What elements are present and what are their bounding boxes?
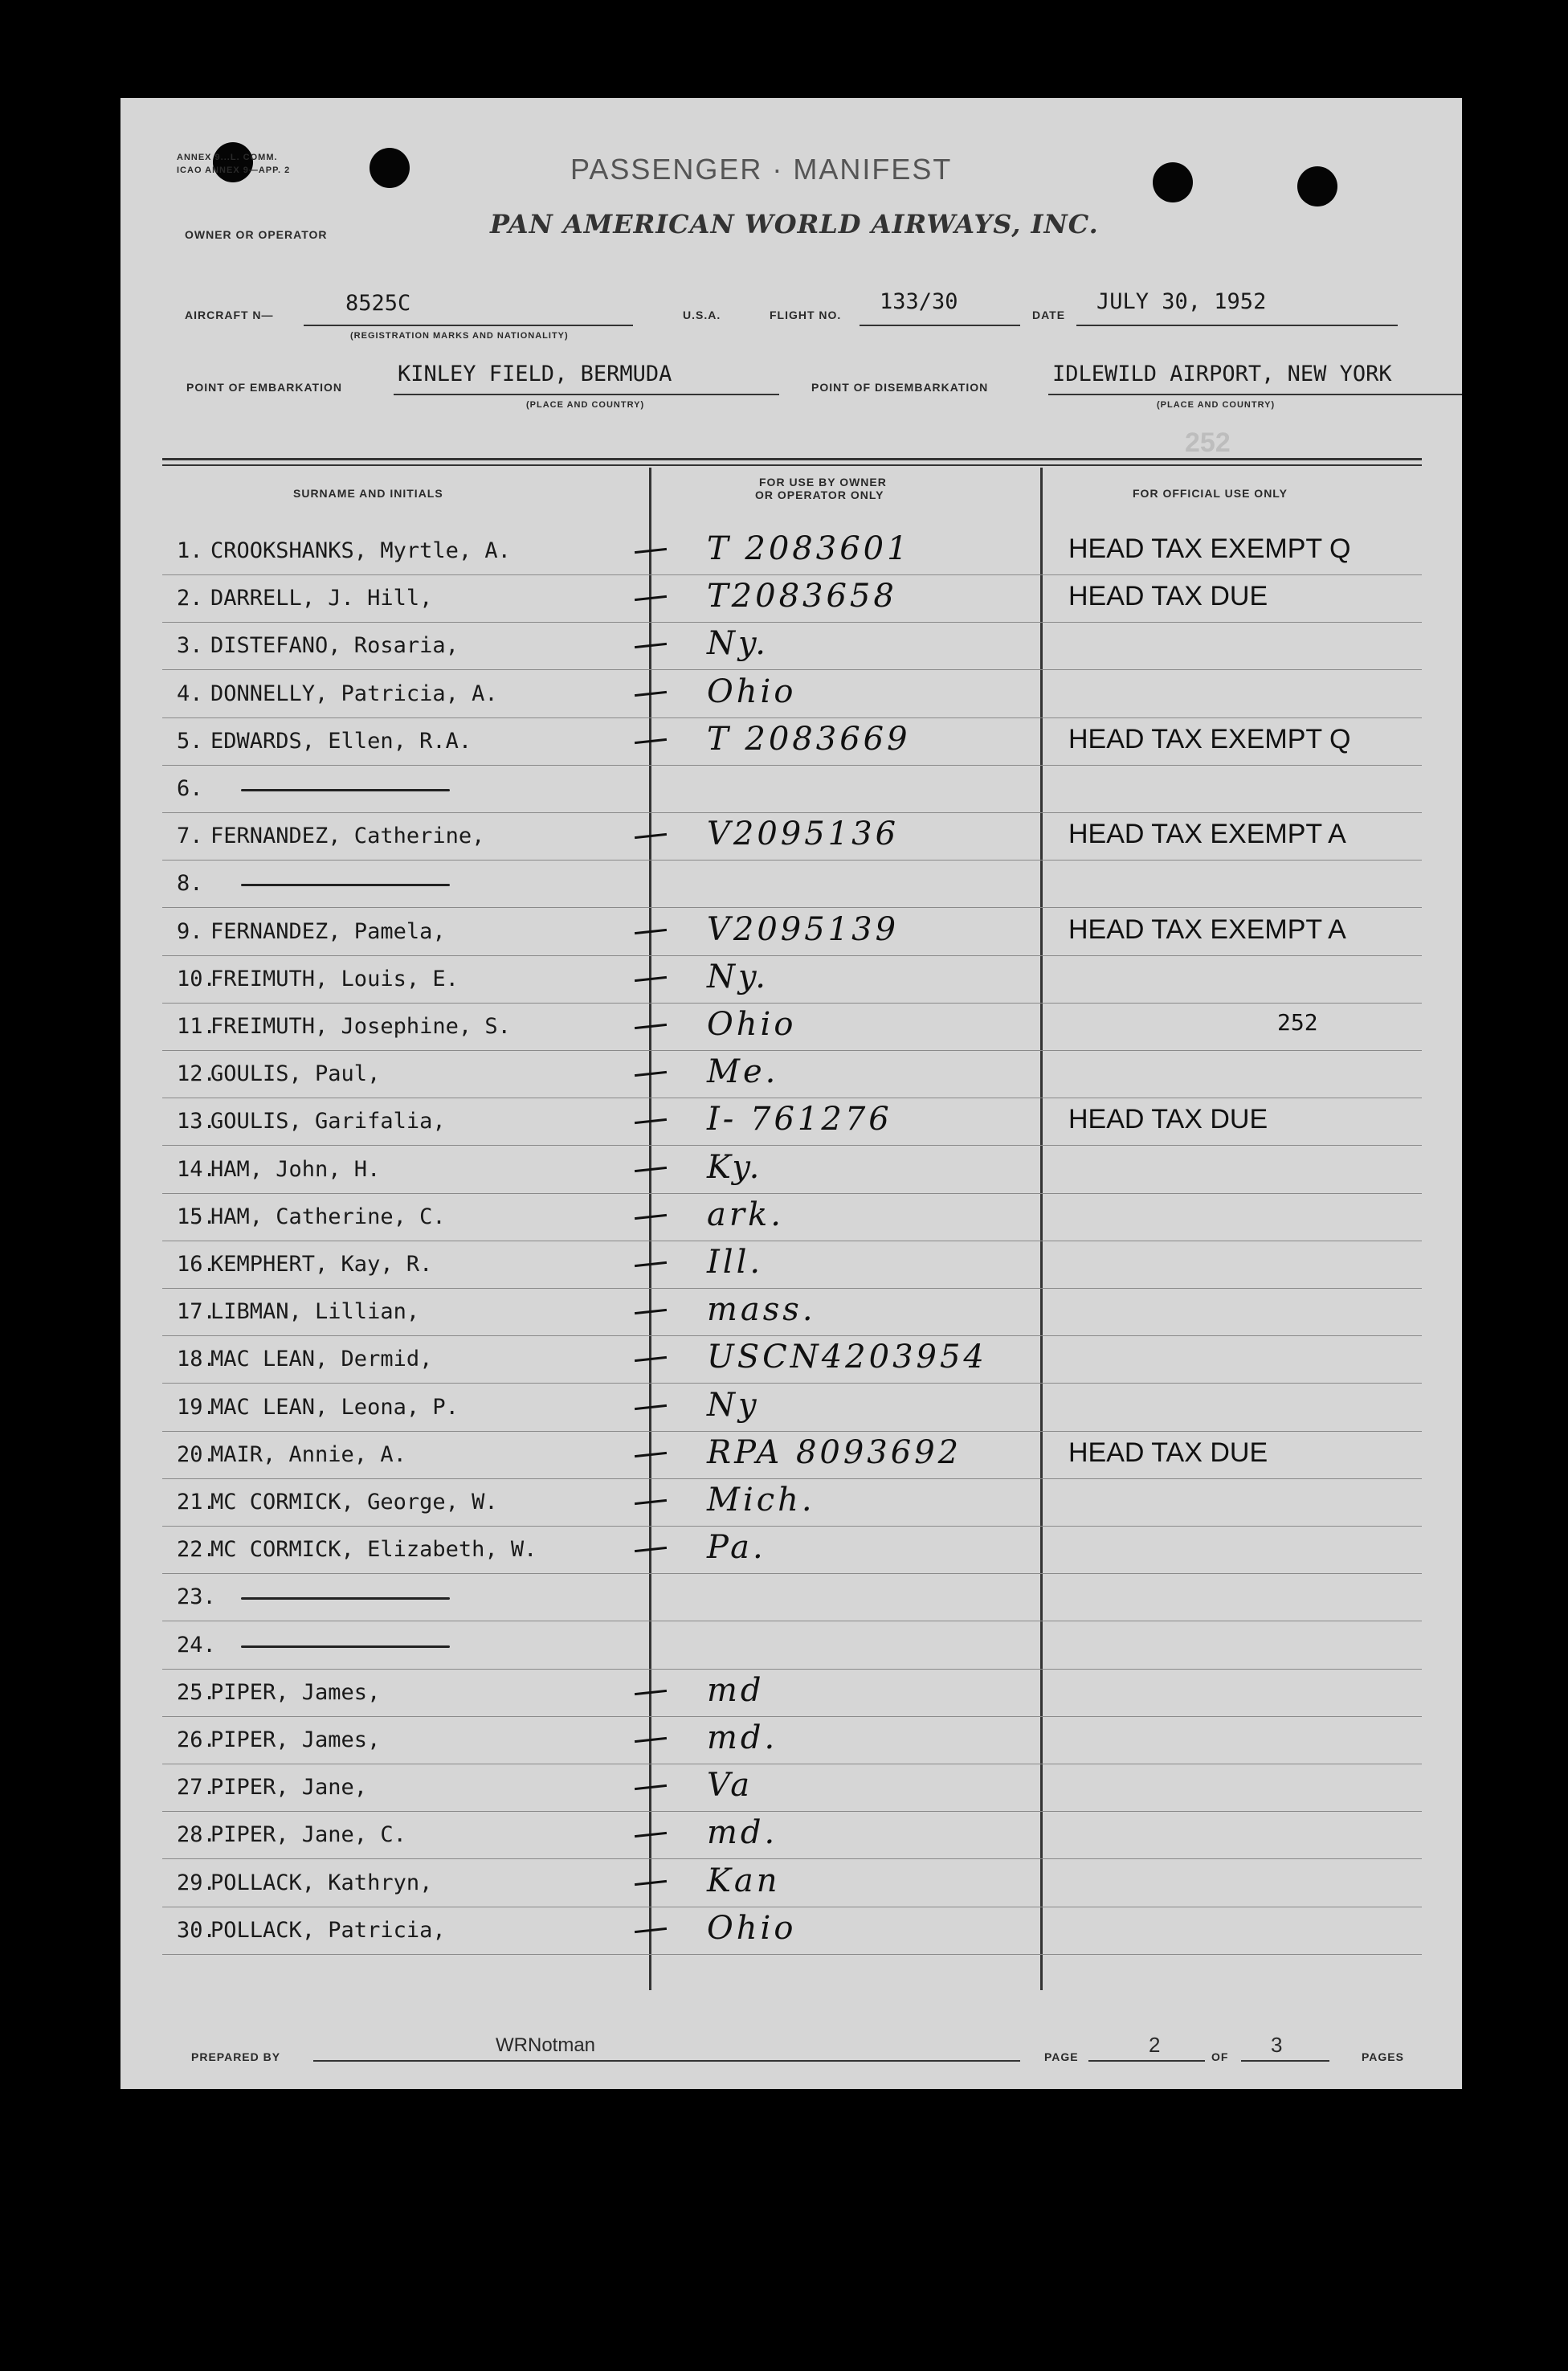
row-number: 20. <box>177 1442 216 1467</box>
owner-note: Ohio <box>707 1910 797 1947</box>
disembark-place-caption: (PLACE AND COUNTRY) <box>1157 400 1276 410</box>
dash-mark <box>635 1880 667 1886</box>
blank-entry-line <box>241 789 450 791</box>
dash-mark <box>635 691 667 697</box>
date-underline <box>1076 325 1398 326</box>
passenger-name: HAM, Catherine, C. <box>210 1204 446 1229</box>
dash-mark <box>635 1499 667 1505</box>
row-number: 30. <box>177 1918 216 1943</box>
table-row <box>120 1006 1462 1053</box>
table-row <box>120 1576 1462 1624</box>
dash-mark <box>635 1784 667 1790</box>
table-row <box>120 1719 1462 1767</box>
passenger-name: PIPER, James, <box>210 1727 381 1752</box>
row-number: 2. <box>177 586 203 611</box>
row-rule <box>162 1811 1422 1812</box>
row-number: 5. <box>177 729 203 754</box>
flight-underline <box>860 325 1020 326</box>
table-row <box>120 1387 1462 1434</box>
row-rule <box>162 717 1422 718</box>
of-value: 3 <box>1271 2033 1283 2057</box>
date-label: DATE <box>1032 309 1066 321</box>
page-label: PAGE <box>1044 2050 1079 2063</box>
dash-mark <box>635 1737 667 1743</box>
pages-label: PAGES <box>1362 2050 1404 2063</box>
owner-note: T 2083669 <box>707 721 911 758</box>
owner-note: Ill. <box>707 1244 764 1281</box>
dash-mark <box>635 548 667 554</box>
table-row <box>120 1672 1462 1719</box>
owner-note: T2083658 <box>707 578 897 615</box>
row-number: 21. <box>177 1490 216 1515</box>
punch-hole <box>1153 162 1193 202</box>
punch-hole <box>370 148 410 188</box>
row-rule <box>162 1050 1422 1051</box>
table-row <box>120 1625 1462 1672</box>
dash-mark <box>635 1404 667 1410</box>
row-rule <box>162 1858 1422 1859</box>
faint-number: 252 <box>1185 427 1231 458</box>
official-stamp: HEAD TAX DUE <box>1068 1437 1268 1468</box>
prepared-label: PREPARED BY <box>191 2050 281 2063</box>
row-number: 1. <box>177 538 203 563</box>
dash-mark <box>635 929 667 934</box>
embark-place-caption: (PLACE AND COUNTRY) <box>526 400 645 410</box>
row-rule <box>162 1431 1422 1432</box>
table-top-rule <box>162 458 1422 460</box>
passenger-name: FERNANDEZ, Catherine, <box>210 824 485 848</box>
passenger-name: FREIMUTH, Louis, E. <box>210 967 459 991</box>
punch-hole <box>213 142 253 182</box>
table-row <box>120 1339 1462 1386</box>
passenger-name: MAC LEAN, Dermid, <box>210 1347 433 1372</box>
row-number: 27. <box>177 1775 216 1800</box>
row-rule <box>162 669 1422 670</box>
table-row <box>120 1910 1462 1957</box>
dash-mark <box>635 1927 667 1933</box>
form-title: PASSENGER · MANIFEST <box>570 153 953 186</box>
embark-label: POINT OF EMBARKATION <box>186 381 342 394</box>
date-value: JULY 30, 1952 <box>1096 289 1267 314</box>
row-number: 29. <box>177 1870 216 1895</box>
table-row <box>120 1482 1462 1529</box>
owner-note: Ohio <box>707 1006 797 1043</box>
row-number: 24. <box>177 1633 216 1658</box>
passenger-name: MAC LEAN, Leona, P. <box>210 1395 459 1420</box>
passenger-name: DONNELLY, Patricia, A. <box>210 681 498 706</box>
official-stamp: HEAD TAX EXEMPT Q <box>1068 533 1351 564</box>
dash-mark <box>635 1118 667 1124</box>
page-value: 2 <box>1149 2033 1161 2057</box>
flight-value: 133/30 <box>880 289 958 314</box>
owner-note: md. <box>707 1719 778 1756</box>
aircraft-label: AIRCRAFT N— <box>185 309 274 321</box>
passenger-name: EDWARDS, Ellen, R.A. <box>210 729 472 754</box>
row-number: 25. <box>177 1680 216 1705</box>
owner-note: T 2083601 <box>707 530 911 567</box>
official-stamp: HEAD TAX DUE <box>1068 1104 1268 1134</box>
usa-label: U.S.A. <box>683 309 721 321</box>
owner-note: Va <box>707 1767 753 1804</box>
owner-note: Me. <box>707 1053 779 1090</box>
passenger-name: PIPER, Jane, C. <box>210 1822 406 1847</box>
dash-mark <box>635 643 667 648</box>
row-number: 7. <box>177 824 203 848</box>
table-row <box>120 1862 1462 1910</box>
official-stamp: HEAD TAX EXEMPT A <box>1068 914 1346 945</box>
annex-ref-line2: ICAO ANNEX 9—APP. 2 <box>177 166 291 175</box>
passenger-name: POLLACK, Patricia, <box>210 1918 446 1943</box>
row-rule <box>162 622 1422 623</box>
embark-underline <box>394 394 779 395</box>
row-number: 10. <box>177 967 216 991</box>
owner-note: Ny <box>707 1387 760 1424</box>
of-label: OF <box>1211 2050 1229 2063</box>
owner-label: OWNER OR OPERATOR <box>185 228 328 241</box>
row-rule <box>162 1478 1422 1479</box>
row-number: 18. <box>177 1347 216 1372</box>
row-number: 28. <box>177 1822 216 1847</box>
dash-mark <box>635 1547 667 1552</box>
table-row <box>120 1291 1462 1339</box>
row-number: 3. <box>177 633 203 658</box>
punch-hole <box>1297 166 1337 206</box>
dash-mark <box>635 1167 667 1172</box>
owner-note: V2095139 <box>707 911 900 948</box>
row-number: 17. <box>177 1299 216 1324</box>
owner-note: Kan <box>707 1862 781 1899</box>
annex-ref-line1: ANNEX 9...L. COMM. <box>177 153 278 162</box>
prepared-underline <box>313 2060 1020 2062</box>
dash-mark <box>635 1261 667 1267</box>
dash-mark <box>635 833 667 839</box>
passenger-name: LIBMAN, Lillian, <box>210 1299 420 1324</box>
registration-caption: (REGISTRATION MARKS AND NATIONALITY) <box>350 331 569 341</box>
aircraft-underline <box>304 325 633 326</box>
row-rule <box>162 1145 1422 1146</box>
passenger-name: MC CORMICK, Elizabeth, W. <box>210 1537 537 1562</box>
table-row <box>120 1434 1462 1482</box>
row-number: 9. <box>177 919 203 944</box>
dash-mark <box>635 1832 667 1838</box>
dash-mark <box>635 1071 667 1077</box>
table-row <box>120 673 1462 721</box>
row-rule <box>162 1526 1422 1527</box>
row-number: 22. <box>177 1537 216 1562</box>
col-header-official: FOR OFFICIAL USE ONLY <box>1133 487 1288 500</box>
passenger-name: FREIMUTH, Josephine, S. <box>210 1014 511 1039</box>
operator-name: PAN AMERICAN WORLD AIRWAYS, INC. <box>490 209 1099 239</box>
row-rule <box>162 907 1422 908</box>
row-rule <box>162 1716 1422 1717</box>
row-number: 16. <box>177 1252 216 1277</box>
blank-entry-line <box>241 1597 450 1600</box>
table-row <box>120 816 1462 863</box>
passenger-name: PIPER, James, <box>210 1680 381 1705</box>
row-number: 12. <box>177 1061 216 1086</box>
row-number: 26. <box>177 1727 216 1752</box>
blank-entry-line <box>241 1645 450 1648</box>
prepared-value: WRNotman <box>496 2034 596 2056</box>
owner-note: md <box>707 1672 765 1709</box>
table-row <box>120 1767 1462 1814</box>
owner-note: Ky. <box>707 1149 763 1186</box>
official-stamp: HEAD TAX EXEMPT A <box>1068 819 1346 849</box>
dash-mark <box>635 1309 667 1314</box>
table-row <box>120 959 1462 1006</box>
owner-note: ark. <box>707 1196 784 1233</box>
table-row <box>120 578 1462 625</box>
table-row <box>120 1529 1462 1576</box>
row-number: 14. <box>177 1157 216 1182</box>
row-number: 23. <box>177 1584 216 1609</box>
row-number: 4. <box>177 681 203 706</box>
passenger-name: KEMPHERT, Kay, R. <box>210 1252 433 1277</box>
row-rule <box>162 1954 1422 1955</box>
owner-note: mass. <box>707 1291 816 1328</box>
disembark-value: IDLEWILD AIRPORT, NEW YORK <box>1052 362 1392 386</box>
disembark-underline <box>1048 394 1462 395</box>
page-underline <box>1088 2060 1205 2062</box>
aircraft-value: 8525C <box>345 291 411 316</box>
row-number: 8. <box>177 871 203 896</box>
passenger-name: MC CORMICK, George, W. <box>210 1490 498 1515</box>
table-row <box>120 911 1462 959</box>
row-rule <box>162 574 1422 575</box>
row-number: 11. <box>177 1014 216 1039</box>
row-rule <box>162 1669 1422 1670</box>
table-top-rule-2 <box>162 464 1422 466</box>
table-row <box>120 625 1462 672</box>
row-rule <box>162 1193 1422 1194</box>
passenger-name: PIPER, Jane, <box>210 1775 368 1800</box>
manifest-sheet <box>120 98 1462 2089</box>
passenger-name: DISTEFANO, Rosaria, <box>210 633 459 658</box>
owner-note: RPA 8093692 <box>707 1434 962 1471</box>
owner-note: Pa. <box>707 1529 766 1566</box>
blank-entry-line <box>241 884 450 886</box>
row-number: 6. <box>177 776 203 801</box>
passenger-name: GOULIS, Garifalia, <box>210 1109 446 1134</box>
row-rule <box>162 1383 1422 1384</box>
dash-mark <box>635 738 667 744</box>
row-number: 15. <box>177 1204 216 1229</box>
passenger-name: POLLACK, Kathryn, <box>210 1870 433 1895</box>
owner-note: Ny. <box>707 625 769 662</box>
table-row <box>120 530 1462 578</box>
row-number: 13. <box>177 1109 216 1134</box>
passenger-name: FERNANDEZ, Pamela, <box>210 919 446 944</box>
owner-note: Ny. <box>707 959 769 995</box>
table-row <box>120 863 1462 910</box>
table-row <box>120 1053 1462 1101</box>
col-header-owner-2: OR OPERATOR ONLY <box>755 489 884 501</box>
owner-note: md. <box>707 1814 778 1851</box>
passenger-name: MAIR, Annie, A. <box>210 1442 406 1467</box>
row-rule <box>162 860 1422 861</box>
owner-note: V2095136 <box>707 816 900 852</box>
dash-mark <box>635 595 667 601</box>
dash-mark <box>635 1690 667 1695</box>
of-underline <box>1241 2060 1329 2062</box>
disembark-label: POINT OF DISEMBARKATION <box>811 381 989 394</box>
passenger-name: HAM, John, H. <box>210 1157 381 1182</box>
row-rule <box>162 1335 1422 1336</box>
owner-note: Ohio <box>707 673 797 710</box>
owner-note: I- 761276 <box>707 1101 892 1138</box>
col-header-surname: SURNAME AND INITIALS <box>293 487 443 500</box>
row-rule <box>162 1288 1422 1289</box>
table-row <box>120 721 1462 768</box>
owner-note: USCN4203954 <box>707 1339 987 1376</box>
dash-mark <box>635 1452 667 1457</box>
table-row <box>120 1101 1462 1148</box>
dash-mark <box>635 1356 667 1362</box>
official-stamp: HEAD TAX EXEMPT Q <box>1068 724 1351 754</box>
passenger-name: DARRELL, J. Hill, <box>210 586 433 611</box>
row-rule <box>162 765 1422 766</box>
table-row <box>120 1244 1462 1291</box>
row-number: 19. <box>177 1395 216 1420</box>
dash-mark <box>635 1214 667 1220</box>
embark-value: KINLEY FIELD, BERMUDA <box>398 362 672 386</box>
row-rule <box>162 1573 1422 1574</box>
dash-mark <box>635 976 667 982</box>
table-row <box>120 768 1462 816</box>
row-rule <box>162 955 1422 956</box>
passenger-name: CROOKSHANKS, Myrtle, A. <box>210 538 511 563</box>
dash-mark <box>635 1024 667 1029</box>
row-rule <box>162 1003 1422 1004</box>
table-row <box>120 1149 1462 1196</box>
official-stamp: HEAD TAX DUE <box>1068 581 1268 611</box>
flight-label: FLIGHT NO. <box>770 309 842 321</box>
table-row <box>120 1196 1462 1244</box>
col-header-owner-1: FOR USE BY OWNER <box>759 476 887 489</box>
row-rule <box>162 812 1422 813</box>
table-row <box>120 1814 1462 1862</box>
passenger-name: GOULIS, Paul, <box>210 1061 381 1086</box>
official-stamp: 252 <box>1277 1009 1318 1036</box>
owner-note: Mich. <box>707 1482 815 1519</box>
